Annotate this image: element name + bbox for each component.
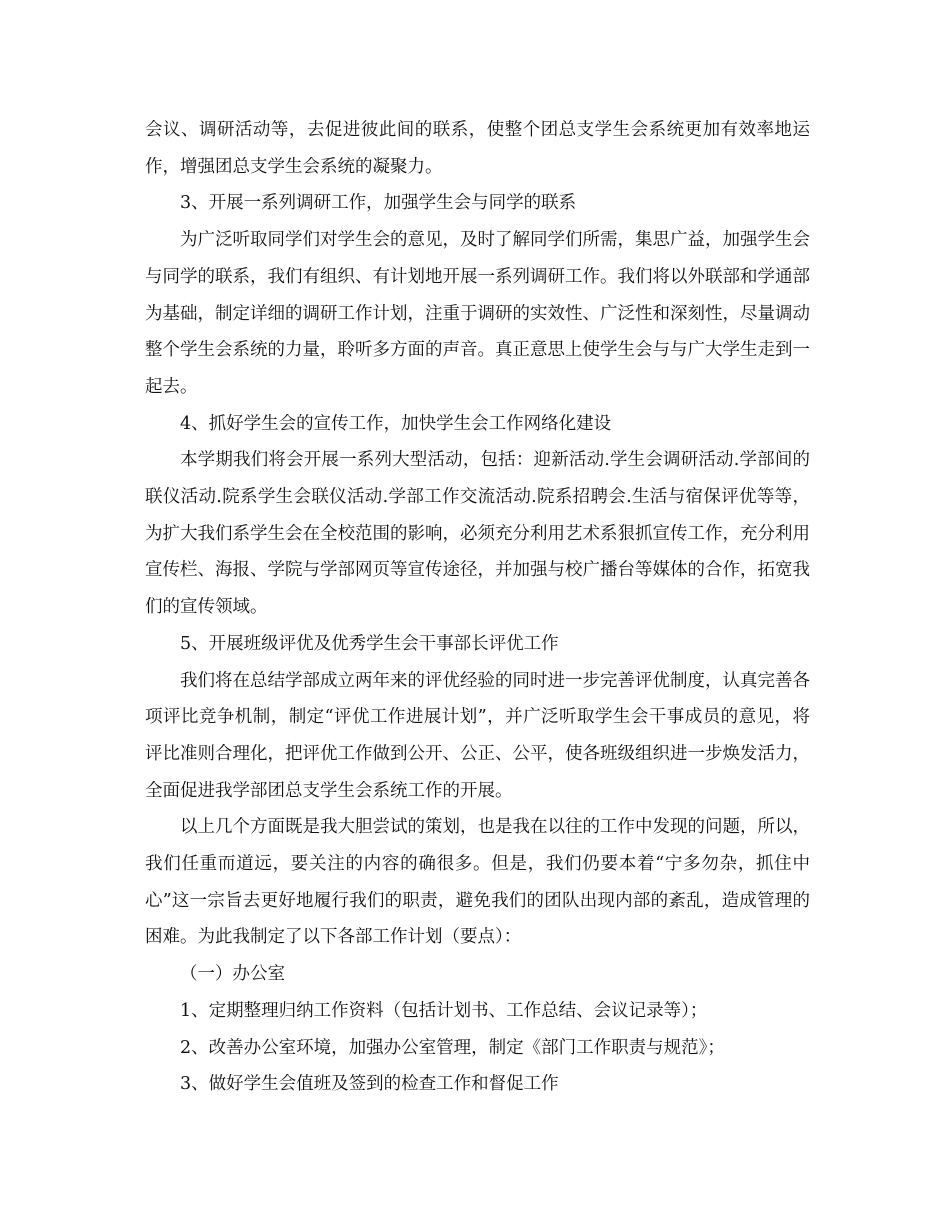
paragraph-research: 为广泛听取同学们对学生会的意见，及时了解同学们所需，集思广益，加强学生会与同学的联系，我们有组织、有计划地开展一系列调研工作。我们将以外联部和学通部为基础，制定详细的调研工作计划，注重于调研的实效性、广泛性和深刻性，尽量调动整个学生会系统的力量，聆听多方面的声音。真正意思上使学生会与与广大学生走到一起去。 bbox=[145, 230, 810, 397]
list-item-3: 3、做好学生会值班及签到的检查工作和督促工作 bbox=[180, 1074, 559, 1095]
section-heading-3: 3、开展一系列调研工作，加强学生会与同学的联系 bbox=[180, 193, 577, 214]
list-item-2: 2、改善办公室环境，加强办公室管理，制定《部门工作职责与规范》； bbox=[180, 1037, 725, 1058]
section-heading-4: 4、抓好学生会的宣传工作，加快学生会工作网络化建设 bbox=[180, 413, 612, 434]
paragraph-evaluation: 我们将在总结学部成立两年来的评优经验的同时进一步完善评优制度，认真完善各项评比竞争机制，制定“评优工作进展计划”，并广泛听取学生会干事成员的意见，将评比准则合理化，把评优工作做到公开、公正、公平，使各班级组织进一步焕发活力，全面促进我学部团总支学生会系统工作的开展。 bbox=[145, 670, 810, 801]
paragraph-publicity: 本学期我们将会开展一系列大型活动，包括：迎新活动.学生会调研活动.学部间的联仪活动.院系学生会联仪活动.学部工作交流活动.院系招聘会.生活与宿保评优等等，为扩大我们系学生会在全校范围的影响，必须充分利用艺术系狠抓宣传工作，充分利用宣传栏、海报、学院与学部网页等宣传途径，并加强与校广播台等媒体的合作，拓宽我们的宣传领域。 bbox=[145, 450, 810, 618]
subsection-heading-office: （一）办公室 bbox=[180, 964, 285, 985]
list-item-1: 1、定期整理归纳工作资料（包括计划书、工作总结、会议记录等）； bbox=[180, 1000, 708, 1021]
document-body bbox=[145, 112, 810, 1103]
paragraph-summary: 以上几个方面既是我大胆尝试的策划，也是我在以往的工作中发现的问题，所以，我们任重而道远，要关注的内容的确很多。但是，我们仍要本着“宁多勿杂，抓住中心”这一宗旨去更好地履行我们的职责，避免我们的团队出现内部的紊乱，造成管理的困难。为此我制定了以下各部工作计划（要点）： bbox=[145, 817, 810, 948]
paragraph-continued: 会议、调研活动等，去促进彼此间的联系，使整个团总支学生会系统更加有效率地运作，增强团总支学生会系统的凝聚力。 bbox=[145, 120, 810, 177]
section-heading-5: 5、开展班级评优及优秀学生会干事部长评优工作 bbox=[180, 633, 559, 654]
